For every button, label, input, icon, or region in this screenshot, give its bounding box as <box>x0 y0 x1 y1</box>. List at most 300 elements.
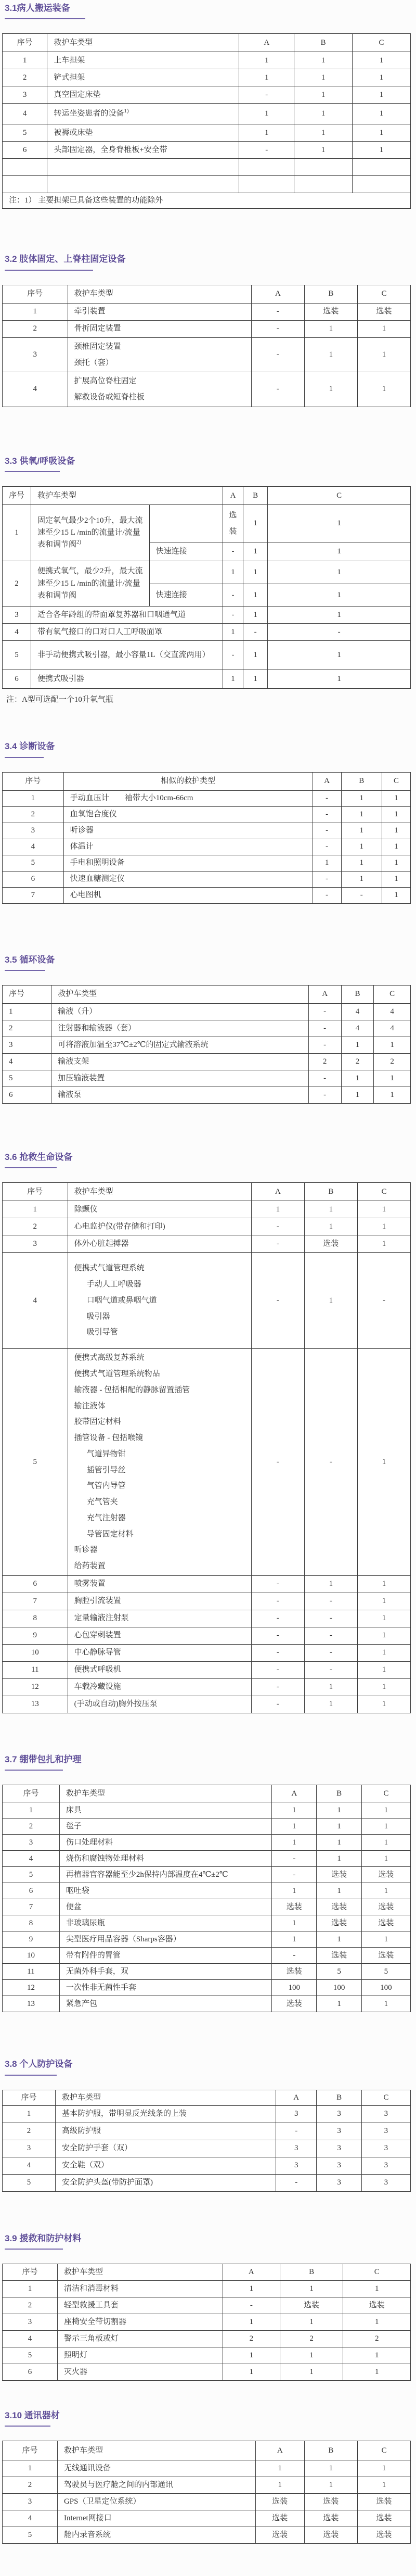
data-cell: 2 <box>3 69 47 86</box>
data-cell: 血氧饱合度仪 <box>63 806 313 823</box>
header-cell: A <box>276 2090 317 2105</box>
data-cell: 1 <box>223 670 243 689</box>
data-cell: 1 <box>280 2281 343 2297</box>
table-row <box>3 2347 411 2364</box>
table-row <box>3 2331 411 2347</box>
data-cell: 3 <box>317 2174 361 2191</box>
data-cell: 3 <box>3 2494 58 2510</box>
table-header-row <box>3 487 411 505</box>
data-cell: 加压输液装置 <box>51 1070 309 1087</box>
data-cell: 1 <box>243 542 268 561</box>
data-cell: - <box>251 1696 304 1713</box>
data-cell: 100 <box>317 1980 361 1996</box>
data-cell: 心电图机 <box>63 887 313 903</box>
data-cell: 1 <box>3 303 68 320</box>
heading-underline <box>5 2426 50 2427</box>
data-cell: 注：1） 主要担架已具备这些装置的功能除外 <box>3 193 411 209</box>
data-cell: 1 <box>304 1201 357 1218</box>
data-cell: 1 <box>374 1087 411 1103</box>
data-cell: 11 <box>3 1964 60 1980</box>
table-row <box>3 871 411 887</box>
table-row <box>3 1696 411 1713</box>
data-cell: 尖型医疗用品容器（Sharps容器） <box>59 1931 271 1948</box>
data-cell: 1 <box>357 1644 410 1661</box>
data-cell: 1 <box>341 1070 374 1087</box>
data-cell: 1 <box>268 641 411 670</box>
data-cell: 输液泵 <box>51 1087 309 1103</box>
data-cell: 1 <box>280 2347 343 2364</box>
data-cell: 3 <box>317 2123 361 2140</box>
data-cell: - <box>313 839 341 855</box>
data-cell: 3 <box>3 1037 51 1053</box>
data-cell: 3 <box>3 1235 68 1253</box>
data-cell: 1 <box>268 584 411 607</box>
table-row <box>3 641 411 670</box>
data-cell: 1 <box>239 52 294 69</box>
data-cell: 3 <box>361 2123 410 2140</box>
data-cell: 1 <box>357 320 410 337</box>
data-cell: 无菌外科手套，双 <box>59 1964 271 1980</box>
data-cell: 1 <box>272 1835 317 1851</box>
cell-line: 气管内导管 <box>86 1482 126 1491</box>
data-cell: 1 <box>317 1883 361 1899</box>
table-row <box>3 1070 411 1087</box>
table-row <box>3 1610 411 1627</box>
data-cell: 2 <box>343 2331 411 2347</box>
heading-underline <box>5 18 85 19</box>
data-cell: 5 <box>361 1964 410 1980</box>
data-cell: 1 <box>304 372 357 407</box>
table-row <box>3 86 411 104</box>
header-cell: B <box>341 985 374 1003</box>
data-cell: 1 <box>304 1696 357 1713</box>
data-cell: 2 <box>3 806 64 823</box>
data-cell: 1 <box>268 505 411 542</box>
data-cell: - <box>223 2297 280 2314</box>
data-cell: 选装 <box>304 1235 357 1253</box>
table-header-row <box>3 1183 411 1201</box>
cell-line: 输液器 - 包括相配的静脉留置插管 <box>74 1385 190 1394</box>
data-cell: 1 <box>357 1610 410 1627</box>
table-row <box>3 320 411 337</box>
data-cell: 2 <box>3 1218 68 1235</box>
data-cell: 1 <box>361 1802 410 1819</box>
data-cell: 9 <box>3 1627 68 1644</box>
data-cell <box>294 176 353 193</box>
data-cell: 1 <box>343 2364 411 2381</box>
data-cell: 轻型救援工具套 <box>57 2297 223 2314</box>
cell-line: 给药装置 <box>74 1562 106 1571</box>
data-cell: 1 <box>357 2477 410 2494</box>
cell-line: 充气管夹 <box>86 1498 118 1507</box>
data-cell: 5 <box>3 1349 68 1576</box>
data-cell: 1 <box>294 86 353 104</box>
data-cell: 体外心脏起搏器 <box>68 1235 251 1253</box>
data-cell: 4 <box>3 1253 68 1349</box>
table-header-row <box>3 2264 411 2281</box>
data-cell: 1 <box>3 1201 68 1218</box>
table-row <box>3 69 411 86</box>
data-cell: 2 <box>3 2477 58 2494</box>
data-cell: 1 <box>255 2477 304 2494</box>
data-cell <box>294 159 353 176</box>
data-cell: 12 <box>3 1980 60 1996</box>
data-cell: 3 <box>3 2314 58 2331</box>
data-cell: 1 <box>313 855 341 871</box>
table-header-row <box>3 772 411 790</box>
equipment-table <box>2 1785 411 2012</box>
data-cell: 1 <box>243 584 268 607</box>
header-cell: C <box>361 1785 410 1802</box>
table-row <box>3 1883 411 1899</box>
data-cell: 选装 <box>357 303 410 320</box>
cell-line: 便携式气道管理系统 <box>74 1264 145 1273</box>
data-cell: 1 <box>239 124 294 142</box>
data-cell: 选装 <box>255 2510 304 2527</box>
data-cell: 安全防护手套（双） <box>56 2140 276 2157</box>
table-row <box>3 1851 411 1867</box>
data-cell: 3 <box>3 823 64 839</box>
data-cell: 带有附件的胃管 <box>59 1948 271 1964</box>
cell-line: 吸引器 <box>86 1312 110 1321</box>
data-cell: 选装 <box>357 2510 410 2527</box>
document-page <box>0 3 416 2576</box>
data-cell: - <box>304 1661 357 1678</box>
header-cell: C <box>343 2264 411 2281</box>
data-cell: 13 <box>3 1996 60 2012</box>
equipment-table-container <box>2 985 411 1104</box>
table-row <box>3 1867 411 1883</box>
table-row <box>3 1915 411 1931</box>
data-cell: - <box>251 1644 304 1661</box>
cell-line: 插管引导丝 <box>86 1466 126 1474</box>
data-cell: 1 <box>357 2460 410 2477</box>
header-cell: 救护车类型 <box>31 487 223 505</box>
data-cell: 1 <box>382 887 411 903</box>
data-cell: 5 <box>3 2527 58 2544</box>
data-cell: - <box>223 584 243 607</box>
data-cell: 1 <box>294 52 353 69</box>
data-cell: 无线通讯设备 <box>57 2460 255 2477</box>
data-cell: - <box>268 624 411 641</box>
table-row <box>3 823 411 839</box>
table-row <box>3 1899 411 1915</box>
table-row <box>3 1819 411 1835</box>
section-heading: 3.9 援救和防护材料 <box>5 2233 82 2243</box>
data-cell: 1 <box>294 124 353 142</box>
header-cell: A <box>255 2441 304 2460</box>
data-cell: 头部固定器，全身脊椎板+安全带 <box>47 142 239 159</box>
header-cell: 序号 <box>3 34 47 52</box>
header-cell: 救护车类型 <box>57 2441 255 2460</box>
data-cell: - <box>304 1627 357 1644</box>
header-cell: C <box>361 2090 410 2105</box>
equipment-table <box>2 486 411 689</box>
data-cell: - <box>251 320 304 337</box>
data-cell: - <box>251 1627 304 1644</box>
equipment-table-container <box>2 2090 411 2192</box>
data-cell: 1 <box>382 790 411 806</box>
header-cell: C <box>374 985 411 1003</box>
data-cell: 除颤仪 <box>68 1201 251 1218</box>
data-cell: 4 <box>341 1020 374 1037</box>
equipment-table-container <box>2 1785 411 2012</box>
data-cell <box>47 176 239 193</box>
data-cell: 清洁和消毒材料 <box>57 2281 223 2297</box>
data-cell: 3 <box>361 2174 410 2191</box>
equipment-table <box>2 2264 411 2381</box>
data-cell: - <box>251 372 304 407</box>
data-cell: 再植器官容器能至少2h保持内部温度在4℃±2℃ <box>59 1867 271 1883</box>
data-cell: 1 <box>304 320 357 337</box>
data-cell: 2 <box>3 320 68 337</box>
table-row <box>3 887 411 903</box>
header-cell: 序号 <box>3 985 51 1003</box>
data-cell: 3 <box>361 2140 410 2157</box>
data-cell: 适合各年龄组的带面罩复苏器和口咽通气道 <box>31 607 223 624</box>
data-cell: 4 <box>374 1003 411 1020</box>
data-cell: 快速血糖测定仪 <box>63 871 313 887</box>
table-row <box>3 1003 411 1020</box>
data-cell: 1 <box>357 1678 410 1696</box>
data-cell <box>239 159 294 176</box>
data-cell: 3 <box>3 337 68 372</box>
cell-line: 解救设备或短脊柱板 <box>74 393 145 402</box>
data-cell: 1 <box>255 2460 304 2477</box>
data-cell: 1 <box>294 104 353 124</box>
data-cell: 便携式吸引器 <box>31 670 223 689</box>
header-cell: A <box>308 985 341 1003</box>
data-cell <box>353 176 411 193</box>
table-row <box>3 2494 411 2510</box>
header-cell: 救护车类型 <box>59 1785 271 1802</box>
section-diagnostic <box>2 741 411 903</box>
table-row <box>3 855 411 871</box>
data-cell: 喷雾装置 <box>68 1575 251 1593</box>
data-cell <box>3 159 47 176</box>
data-cell: 3 <box>317 2140 361 2157</box>
header-cell: B <box>317 1785 361 1802</box>
data-cell: 3 <box>276 2105 317 2123</box>
cell-line: 选 <box>229 511 237 520</box>
data-cell: 7 <box>3 887 64 903</box>
data-cell: 6 <box>3 871 64 887</box>
table-row <box>3 2364 411 2381</box>
data-cell: 选装 <box>272 1964 317 1980</box>
data-cell: - <box>276 2123 317 2140</box>
table-row <box>3 806 411 823</box>
data-cell: 选装 <box>255 2494 304 2510</box>
cell-line: 听诊器 <box>74 1546 98 1555</box>
data-cell: 7 <box>3 1899 60 1915</box>
table-row <box>3 670 411 689</box>
data-cell: 6 <box>3 1087 51 1103</box>
header-cell: A <box>239 34 294 52</box>
table-row <box>3 2460 411 2477</box>
data-cell: - <box>223 641 243 670</box>
table-row <box>3 372 411 407</box>
section-heading: 3.3 供氧/呼吸设备 <box>5 456 75 466</box>
data-cell: 选装 <box>304 2527 357 2544</box>
table-row <box>3 1661 411 1678</box>
data-cell: 1 <box>272 1931 317 1948</box>
data-cell <box>239 176 294 193</box>
heading-underline <box>5 471 60 472</box>
data-cell: 1 <box>341 823 382 839</box>
data-cell: 1 <box>243 670 268 689</box>
data-cell: 选装 <box>317 1899 361 1915</box>
data-cell: 1 <box>239 104 294 124</box>
data-cell: 2 <box>3 2123 56 2140</box>
cell-line: 便携式高级复苏系统 <box>74 1354 145 1362</box>
header-cell: 序号 <box>3 772 64 790</box>
data-cell: 1 <box>353 124 411 142</box>
header-cell: 序号 <box>3 2090 56 2105</box>
data-cell: 1 <box>317 1851 361 1867</box>
header-cell: C <box>353 34 411 52</box>
data-cell: 4 <box>3 372 68 407</box>
header-cell: A <box>251 1183 304 1201</box>
table-row <box>3 337 411 372</box>
data-cell: 3 <box>3 1835 60 1851</box>
data-cell: 选装 <box>317 1915 361 1931</box>
data-cell: 转运坐姿患者的设备$^{1)}$ <box>47 104 239 124</box>
data-cell: 选装 <box>280 2297 343 2314</box>
data-cell: - <box>304 1610 357 1627</box>
header-cell: A <box>251 285 304 303</box>
table-row <box>3 1931 411 1948</box>
table-header-row <box>3 2090 411 2105</box>
table-row <box>3 2123 411 2140</box>
data-cell: 1 <box>223 624 243 641</box>
equipment-table-container <box>2 772 411 904</box>
data-cell: 1 <box>357 1218 410 1235</box>
data-cell <box>68 1253 251 1349</box>
data-cell: 1 <box>357 1627 410 1644</box>
data-cell: 1 <box>280 2314 343 2331</box>
data-cell: 5 <box>3 2347 58 2364</box>
data-cell: 1 <box>382 871 411 887</box>
data-cell: 1 <box>341 790 382 806</box>
table-row <box>3 1349 411 1576</box>
heading-underline <box>5 970 45 971</box>
equipment-table <box>2 33 411 209</box>
table-row <box>3 2297 411 2314</box>
data-cell: 3 <box>317 2105 361 2123</box>
data-cell: 1 <box>341 1087 374 1103</box>
data-cell: 1 <box>304 337 357 372</box>
data-cell: 选装 <box>357 2527 410 2544</box>
data-cell: 1 <box>317 1802 361 1819</box>
data-cell: - <box>313 887 341 903</box>
header-cell: B <box>317 2090 361 2105</box>
data-cell: 1 <box>357 1593 410 1610</box>
cell-line: 装 <box>229 527 237 536</box>
data-cell: 2 <box>341 1053 374 1070</box>
header-cell: B <box>304 285 357 303</box>
data-cell: 1 <box>317 1835 361 1851</box>
equipment-table-container <box>2 285 411 407</box>
data-cell: 5 <box>317 1964 361 1980</box>
data-cell: 2 <box>374 1053 411 1070</box>
table-row <box>3 1948 411 1964</box>
section-heading: 3.8 个人防护设备 <box>5 2059 73 2069</box>
cell-line: 手动人工呼吸器 <box>86 1280 141 1289</box>
data-cell: 输液支架 <box>51 1053 309 1070</box>
data-cell: 1 <box>361 1835 410 1851</box>
table-row <box>3 2157 411 2174</box>
data-cell: 4 <box>3 2331 58 2347</box>
table-row <box>3 1020 411 1037</box>
equipment-table <box>2 2090 411 2192</box>
heading-underline <box>5 2075 57 2076</box>
cell-line: 气道异物钳 <box>86 1449 126 1458</box>
data-cell: 1 <box>374 1037 411 1053</box>
data-cell: 13 <box>3 1696 68 1713</box>
data-cell: - <box>243 624 268 641</box>
data-cell: 1 <box>341 839 382 855</box>
data-cell: 1 <box>353 104 411 124</box>
data-cell: 1 <box>343 2347 411 2364</box>
data-cell: 1 <box>272 1802 317 1819</box>
data-cell: 选装 <box>361 1899 410 1915</box>
data-cell: - <box>341 887 382 903</box>
section-heading: 3.2 肢体固定、上脊柱固定设备 <box>5 254 126 264</box>
heading-underline <box>5 1167 57 1168</box>
table-row <box>3 1835 411 1851</box>
data-cell: 1 <box>268 542 411 561</box>
data-cell <box>47 159 239 176</box>
data-cell: - <box>223 607 243 624</box>
table-note: 注：A型可选配一个10升氧气瓶 <box>6 696 113 704</box>
data-cell: - <box>251 1349 304 1576</box>
data-cell: 4 <box>3 624 31 641</box>
data-cell: 便盆 <box>59 1899 271 1915</box>
data-cell: 安全防护头盔(带防护面罩) <box>56 2174 276 2191</box>
header-cell: A <box>223 487 243 505</box>
cell-line: 插管设备 - 包括喉镜 <box>74 1434 144 1443</box>
section-circulation <box>2 955 411 1104</box>
heading-underline <box>5 757 44 758</box>
data-cell: 1 <box>361 1996 410 2012</box>
header-cell: 相似的救护类型 <box>63 772 313 790</box>
data-cell: 高级防护服 <box>56 2123 276 2140</box>
data-cell: 2 <box>3 2297 58 2314</box>
data-cell: 1 <box>357 1575 410 1593</box>
data-cell: 手电和照明设备 <box>63 855 313 871</box>
header-cell: B <box>294 34 353 52</box>
table-header-row <box>3 34 411 52</box>
data-cell: 1 <box>304 1678 357 1696</box>
table-row <box>3 2527 411 2544</box>
data-cell: 1 <box>243 641 268 670</box>
data-cell: 快速连接 <box>149 584 223 607</box>
table-row <box>3 2477 411 2494</box>
data-cell: 2 <box>280 2331 343 2347</box>
data-cell: - <box>357 1253 410 1349</box>
data-cell: 照明灯 <box>57 2347 223 2364</box>
data-cell: 6 <box>3 1575 68 1593</box>
data-cell <box>68 372 251 407</box>
data-cell: 基本防护服，带明显反光线条的上装 <box>56 2105 276 2123</box>
data-cell: 1 <box>3 790 64 806</box>
data-cell <box>3 176 47 193</box>
data-cell: 1 <box>243 505 268 542</box>
section-communication <box>2 2410 411 2544</box>
data-cell: 选装 <box>357 2494 410 2510</box>
data-cell: 1 <box>223 2281 280 2297</box>
header-cell: B <box>341 772 382 790</box>
